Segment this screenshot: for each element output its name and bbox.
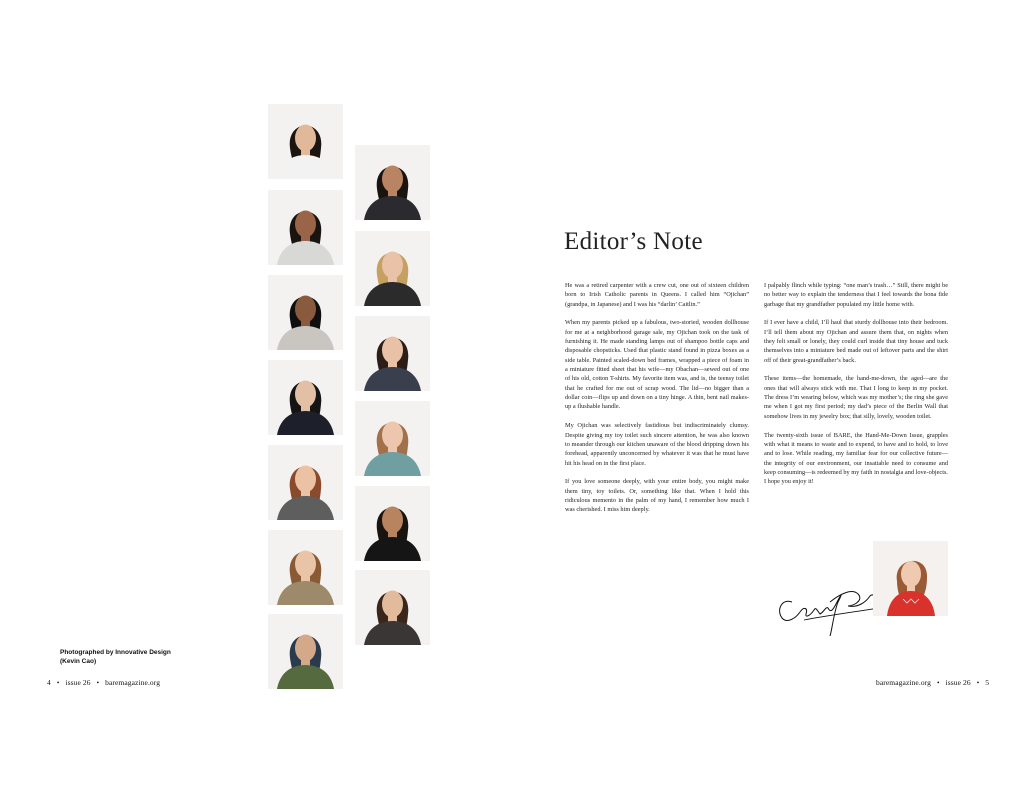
paragraph: When my parents picked up a fabulous, two-storied, wooden dollhouse for me at a neighborhood garage sale, my Ojichan took on the task of furnishing it. He made standing lamps out of shampoo bottle caps and disposable chopsticks. Used that plastic stand found in pizza boxes as a side table. Painted scaled-down bed frames, wrapped a piece of foam in a miniature fitted sheet that his wife—my Obachan—sewed out of one of his old, cotton T-shirts. My favorite item was, and is, the teensy toilet that he crafted for me out of scrap wood. The lid—no bigger than a dollar coin—flips up and down on a tiny hinge. A thin, bent nail makes-up a flushable handle. [565, 319, 749, 411]
paragraph: I palpably flinch while typing: “one man’s trash…” Still, there might be no better way to explain the tenderness that I feel towards the bona fide garbage that my grandfather populated my little home with. [764, 282, 948, 308]
editor-photo [873, 541, 948, 616]
bullet-icon: • [936, 679, 940, 687]
portrait-image [268, 360, 343, 435]
right-issue: issue 26 [945, 678, 971, 687]
text-column-2 [764, 281, 948, 496]
portrait-image [355, 401, 430, 476]
portrait-1 [268, 104, 343, 179]
portrait-10 [355, 486, 430, 561]
portrait-image [268, 530, 343, 605]
bullet-icon: • [96, 679, 100, 687]
photo-credit-line-2: (Kevin Cao) [60, 658, 97, 665]
portrait-7 [268, 360, 343, 435]
page-title: Editor’s Note [564, 228, 703, 255]
bullet-icon: • [56, 679, 60, 687]
portrait-3 [268, 190, 343, 265]
left-folio [47, 678, 160, 687]
text-column-1 [565, 281, 749, 524]
paragraph: He was a retired carpenter with a crew cut, one out of sixteen children born to Irish Catholic parents in Queens. I called him “Ojichan” (grandpa, in Japanese) and I was his “darlin’ Caitlin.” [565, 282, 749, 308]
left-page-number: 4 [47, 678, 51, 687]
portrait-12 [355, 570, 430, 645]
photo-credit [60, 648, 210, 666]
portrait-image [268, 104, 343, 179]
right-folio [876, 678, 989, 687]
portrait-8 [355, 401, 430, 476]
editor-portrait-image [873, 541, 948, 616]
portrait-6 [355, 316, 430, 391]
portrait-image [268, 445, 343, 520]
portrait-image [355, 231, 430, 306]
portrait-13 [268, 614, 343, 689]
portrait-image [268, 275, 343, 350]
paragraph: If I ever have a child, I’ll haul that sturdy dollhouse into their bedroom. I’ll tell them about my Ojichan and assure them that, on nights when they felt small or lonely, they could curl inside that tiny house and tuck themselves into a miniature bed made out of leftover parts and the shirt off of their great-grandfather’s back. [764, 319, 948, 364]
right-site: baremagazine.org [876, 678, 931, 687]
portrait-9 [268, 445, 343, 520]
paragraph: My Ojichan was selectively fastidious but indiscriminately clumsy. Despite giving my toy toilet such sincere attention, he was also known to meander through our kitchen unaware of the blood dripping down his forehead, apparently unconcerned by whatever it was that he must have hit his head on in the first place. [565, 422, 749, 467]
bullet-icon: • [976, 679, 980, 687]
portrait-image [268, 190, 343, 265]
portrait-11 [268, 530, 343, 605]
photo-credit-line-1: Photographed by Innovative Design [60, 649, 171, 656]
portrait-image [268, 614, 343, 689]
left-site: baremagazine.org [105, 678, 161, 687]
right-page-number: 5 [985, 678, 990, 687]
left-issue: issue 26 [65, 678, 91, 687]
paragraph: The twenty-sixth issue of BARE, the Hand-Me-Down Issue, grapples with what it means to waste and to expend, to have and to hold, to love and to lose. While reading, my familiar fear for our collective future—the integrity of our environment, our insatiable need to consume and keep consuming—is redeemed by my faith in nostalgia and love-objects. I hope you enjoy it! [764, 431, 948, 486]
portrait-image [355, 145, 430, 220]
portrait-4 [355, 231, 430, 306]
portrait-image [355, 570, 430, 645]
paragraph: These items—the homemade, the hand-me-down, the aged—are the ones that will always stick with me. That I long to keep in my pocket. The dress I’m wearing below, which was my mother’s; the ring she gave me when I got my first period; my dad’s piece of the Berlin Wall that somehow lives in my jewelry box; that silly, lovely, wooden toilet. [764, 375, 948, 420]
portrait-2 [355, 145, 430, 220]
portrait-image [355, 486, 430, 561]
paragraph: If you love someone deeply, with your entire body, you might make them tiny, toy toilets. Or, something like that. When I hold this ridiculous memento in the palm of my hand, I remember how much I was cherished. I miss him deeply. [565, 478, 749, 514]
portrait-image [355, 316, 430, 391]
portrait-5 [268, 275, 343, 350]
